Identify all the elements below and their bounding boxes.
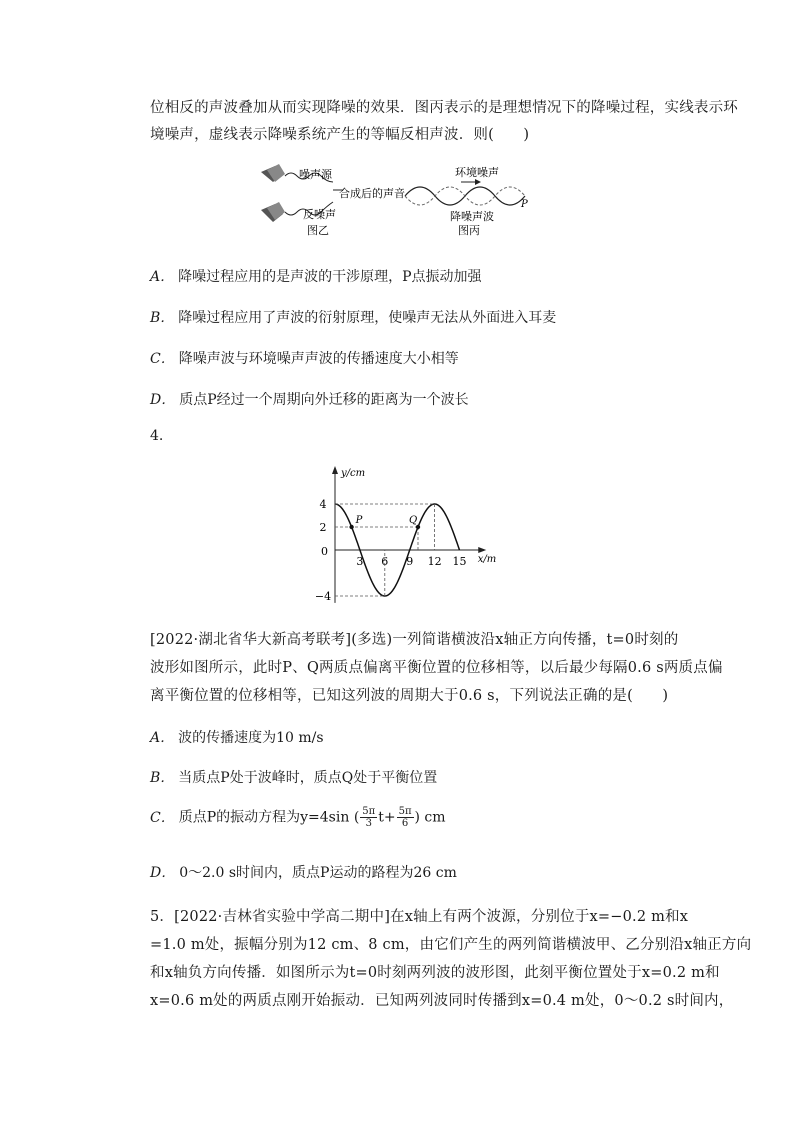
figure-yi-bing (255, 160, 555, 240)
y-axis-arrow-icon (332, 466, 338, 474)
x-tick-label: 6 (381, 555, 389, 568)
intro-line-1: 位相反的声波叠加从而实现降噪的效果．图丙表示的是理想情况下的降噪过程，实线表示环 (150, 100, 738, 116)
y-axis-label: y/cm (341, 468, 366, 479)
q4-stem-2: 波形如图所示，此时P、Q两质点偏离平衡位置的位移相等，以后最少每隔0.6 s两质点偏 (150, 660, 723, 676)
env-noise-label: 环境噪声 (455, 166, 499, 179)
q5-line-3: 和x轴负方向传播．如图所示为t=0时刻两列波的波形图，此刻平衡位置处于x=0.2 m和 (150, 965, 720, 981)
x-axis-arrow-icon (478, 547, 486, 553)
q4-option-a: A． 波的传播速度为10 m/s (150, 730, 324, 746)
fraction-2: $\frac{5\pi}{6}$ (398, 806, 412, 829)
q4-number: 4. (150, 428, 164, 444)
intro-line-2: 境噪声，虚线表示降噪系统产生的等幅反相声波．则( ) (150, 127, 530, 143)
figure-yi-caption: 图乙 (307, 224, 329, 237)
reduce-noise-wave (405, 187, 525, 205)
x-tick-label: 9 (406, 555, 414, 568)
noise-source-label: 噪声源 (299, 168, 332, 181)
y-tick-label: 4 (319, 498, 327, 511)
q5-line-1: 5．[2022·吉林省实验中学高二期中]在x轴上有两个波源，分别位于x=−0.2 m和x (150, 909, 689, 925)
point-q-graph-label: Q (409, 515, 418, 526)
point-p-marker (349, 525, 353, 529)
y-tick-label: 2 (319, 521, 327, 534)
combined-sound-label: 合成后的声音 (339, 187, 405, 200)
speaker-top-icon (261, 164, 285, 182)
q5-line-2: =1.0 m处，振幅分别为12 cm、8 cm，由它们产生的两列简谐横波甲、乙分别沿x轴正方向 (150, 937, 752, 953)
q3-option-d: D． 质点P经过一个周期向外迁移的距离为一个波长 (150, 392, 469, 408)
x-tick-label: 3 (356, 555, 364, 568)
q3-option-b: B． 降噪过程应用了声波的衍射原理，使噪声无法从外面进入耳麦 (150, 310, 557, 326)
q4-option-d: D． 0～2.0 s时间内，质点P运动的路程为26 cm (150, 865, 457, 881)
figure-bing-caption: 图丙 (458, 224, 480, 237)
anti-noise-label: 反噪声 (303, 208, 336, 221)
wave-graph (300, 462, 510, 612)
fraction-1: $\frac{5\pi}{3}$ (362, 806, 376, 829)
origin-label: 0 (321, 545, 328, 558)
q4-stem-3: 离平衡位置的位移相等，已知这列波的周期大于0.6 s，下列说法正确的是( ) (150, 688, 669, 704)
speaker-bottom-icon (261, 202, 285, 222)
x-axis-label: x/m (477, 554, 497, 565)
x-tick-label: 15 (452, 555, 467, 568)
q4-option-c: C． 质点P的振动方程为y=4sin ( $\frac{5\pi}{3}$ t+ $\frac{5\pi}{6}$ ) cm (150, 806, 446, 829)
q3-option-a: A． 降噪过程应用的是声波的干涉原理，P点振动加强 (150, 269, 482, 285)
point-p-graph-label: P (355, 515, 363, 526)
q4-stem-1: [2022·湖北省华大新高考联考](多选)一列简谐横波沿x轴正方向传播，t=0时刻的 (150, 632, 679, 648)
y-tick-label: −4 (314, 590, 332, 603)
point-p-label: P (521, 199, 528, 210)
q5-line-4: x=0.6 m处的两质点刚开始振动．已知两列波同时传播到x=0.4 m处，0～0.2 s时间内， (150, 993, 734, 1009)
q3-option-c: C． 降噪声波与环境噪声声波的传播速度大小相等 (150, 351, 459, 367)
q4-option-b: B． 当质点P处于波峰时，质点Q处于平衡位置 (150, 770, 438, 786)
reduce-wave-label: 降噪声波 (450, 210, 494, 223)
x-tick-label: 12 (427, 555, 442, 568)
